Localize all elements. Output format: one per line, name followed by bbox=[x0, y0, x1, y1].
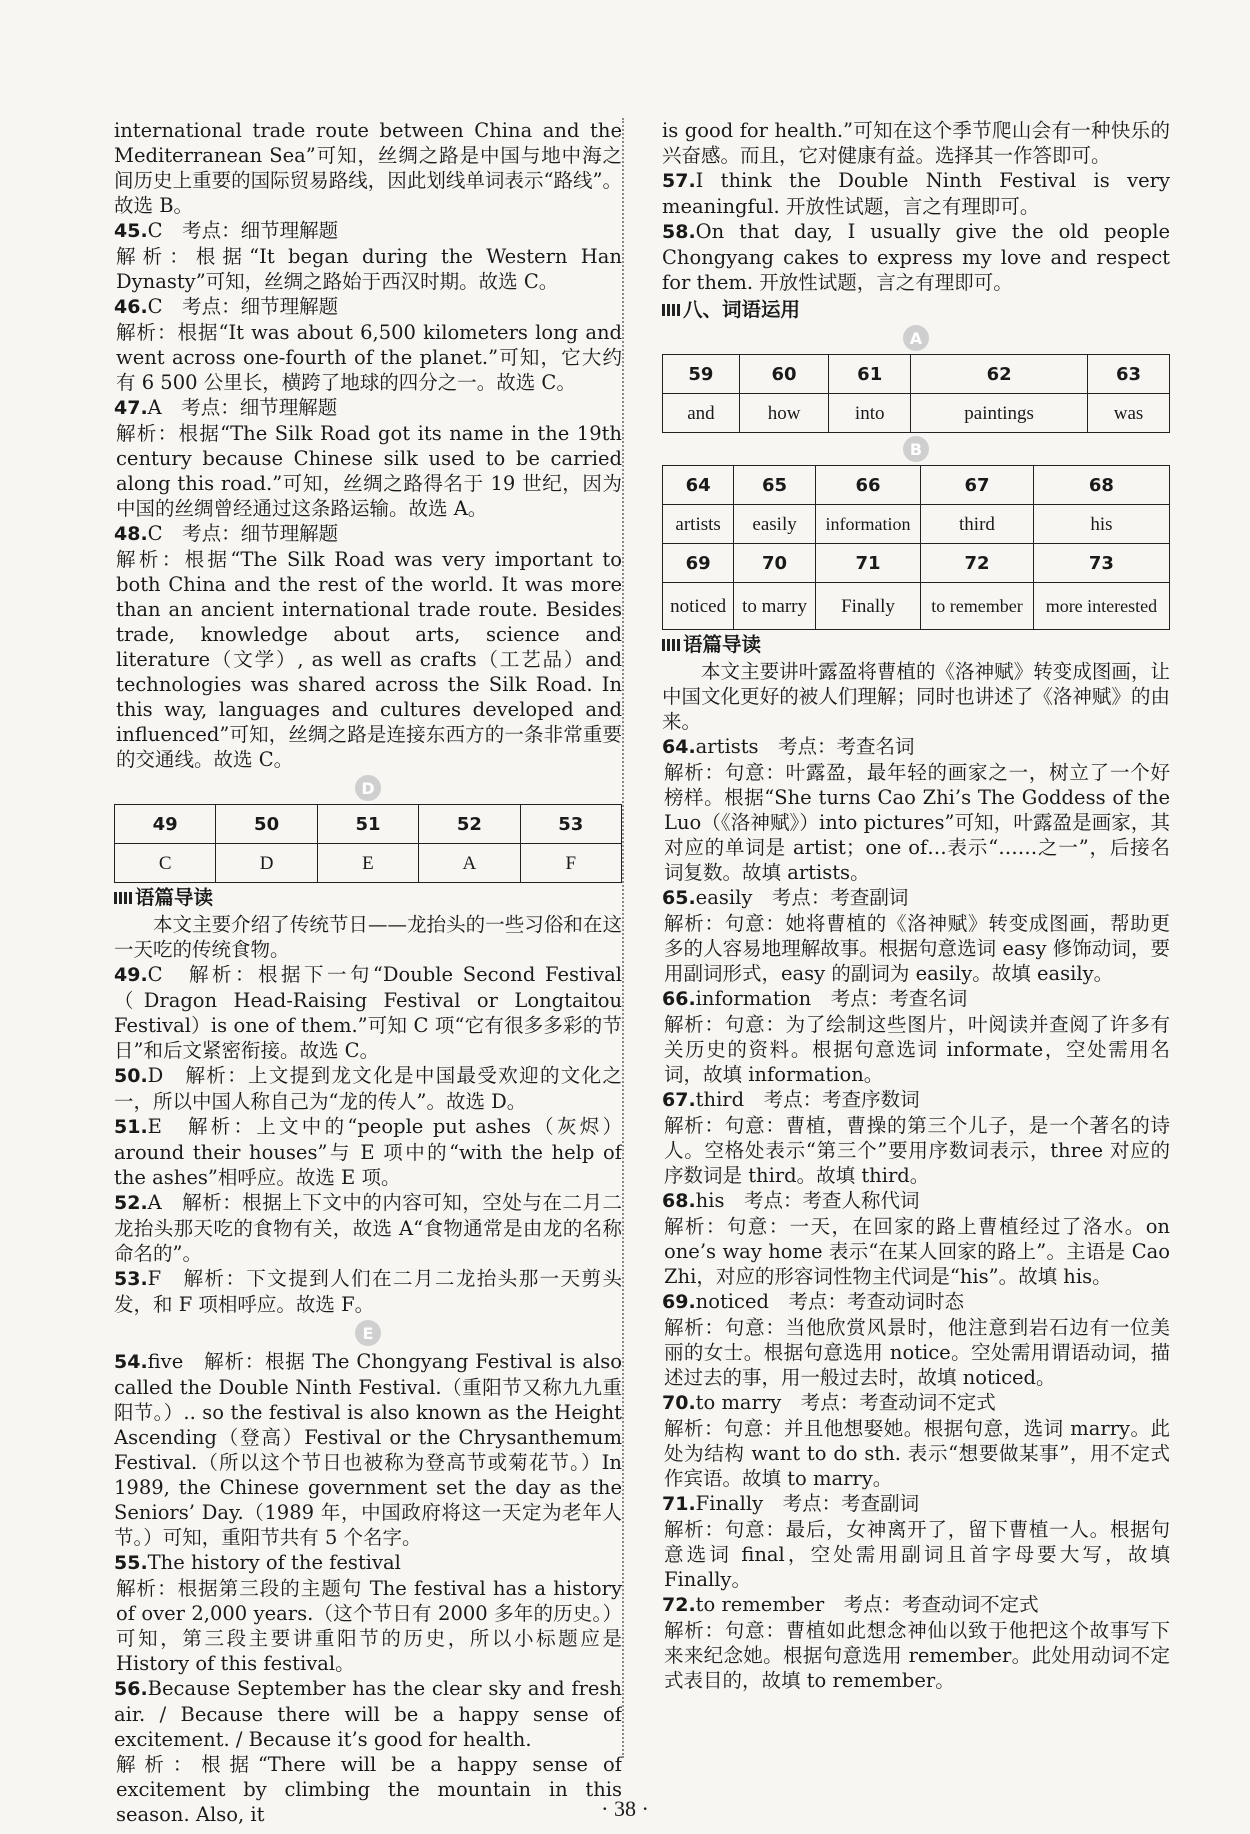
analysis-71: 解析：句意：最后，女神离开了，留下曹植一人。根据句意选词 final，空处需用副词且首字母要大写，故填 Finally。 bbox=[664, 1518, 1170, 1591]
analysis-65: 解析：句意：她将曹植的《洛神赋》转变成图画，帮助更多的人容易地理解故事。根据句意选词 easy 修饰动词，要用副词形式，easy 的副词为 easily。故填 easily。 bbox=[664, 912, 1170, 985]
analysis-56: 解析：根据“There will be a happy sense of excitement by climbing the mountain in this season. Also, it bbox=[116, 1753, 622, 1826]
answer-53: 53.F 解析：下文提到人们在二月二龙抬头那一天剪头发，和 F 项相呼应。故选 F。 bbox=[114, 1267, 622, 1316]
answer-47: 47.A 考点：细节理解题 bbox=[114, 396, 338, 419]
table-answer-row: artists easily information third his bbox=[663, 505, 1170, 544]
analysis-64: 解析：句意：叶露盈，最年轻的画家之一，树立了一个好榜样。根据“She turns Cao Zhi’s The Goddess of the Luo（《洛神赋》）into pictures”可知，叶露盈是画家，其对应的单词是 artist；one of…表示“……之一”，后接名词复数。故填 artists。 bbox=[664, 761, 1170, 884]
answer-56: 56.Because September has the clear sky and fresh air. / Because there will be a happy sense of excitement. / Because it’s good for health. bbox=[114, 1677, 622, 1751]
table-answer-row: noticed to marry Finally to remember more interested bbox=[663, 583, 1170, 630]
paragraph-continuation: is good for health.”可知在这个季节爬山会有一种快乐的兴奋感。而且，它对健康有益。选择其一作答即可。 bbox=[662, 119, 1170, 167]
analysis-70: 解析：句意：并且他想娶她。根据句意，选词 marry。此处为结构 want to do sth. 表示“想要做某事”，用不定式作宾语。故填 to marry。 bbox=[664, 1417, 1170, 1490]
section-e-marker: E bbox=[114, 1320, 622, 1346]
answer-67: 67.third 考点：考查序数词 bbox=[662, 1088, 920, 1111]
section-heading-guide: 语篇导读 bbox=[662, 632, 1170, 657]
analysis-46: 解析：根据“It was about 6,500 kilometers long and went across one-fourth of the planet.”可知，它大约有 6 500 公里长，横跨了地球的四分之一。故选 C。 bbox=[116, 321, 622, 394]
answer-55: 55.The history of the festival bbox=[114, 1551, 401, 1574]
answer-58: 58.On that day, I usually give the old people Chongyang cakes to express my love and respect for them. 开放性试题，言之有理即可。 bbox=[662, 220, 1170, 294]
answer-table-d bbox=[114, 804, 622, 883]
section-d-marker: D bbox=[114, 775, 622, 801]
analysis-45: 解析：根据“It began during the Western Han Dynasty”可知，丝绸之路始于西汉时期。故选 C。 bbox=[116, 245, 622, 293]
section-marker-icon bbox=[662, 304, 680, 316]
answer-71: 71.Finally 考点：考查副词 bbox=[662, 1492, 920, 1515]
guide-text: 本文主要讲叶露盈将曹植的《洛神赋》转变成图画，让中国文化更好的被人们理解；同时也讲述了《洛神赋》的由来。 bbox=[662, 660, 1170, 733]
table-header-row: 49 50 51 52 53 bbox=[115, 805, 622, 844]
page-number: · 38 · bbox=[601, 1796, 649, 1821]
answer-table-b bbox=[662, 465, 1170, 630]
answer-66: 66.information 考点：考查名词 bbox=[662, 987, 968, 1010]
answer-65: 65.easily 考点：考查副词 bbox=[662, 886, 909, 909]
answer-69: 69.noticed 考点：考查动词时态 bbox=[662, 1290, 964, 1313]
answer-45: 45.C 考点：细节理解题 bbox=[114, 219, 339, 242]
answer-48: 48.C 考点：细节理解题 bbox=[114, 522, 339, 545]
section-marker-icon bbox=[114, 892, 132, 904]
answer-70: 70.to marry 考点：考查动词不定式 bbox=[662, 1391, 996, 1414]
answer-52: 52.A 解析：根据上下文中的内容可知，空处与在二月二龙抬头那天吃的食物有关，故选 A“食物通常是由龙的名称命名的”。 bbox=[114, 1191, 622, 1265]
table-header-row: 69 70 71 72 73 bbox=[663, 544, 1170, 583]
analysis-47: 解析：根据“The Silk Road got its name in the 19th century because Chinese silk used to be carried along this road.”可知，丝绸之路得名于 19 世纪，因为中国的丝绸曾经通过这条路运输。故选 A。 bbox=[116, 422, 622, 520]
analysis-68: 解析：句意：一天，在回家的路上曹植经过了洛水。on one’s way home 表示“在某人回家的路上”。主语是 Cao Zhi，对应的形容词性物主代词是“his”。故填 his。 bbox=[664, 1215, 1170, 1288]
paragraph-continuation: international trade route between China and the Mediterranean Sea”可知，丝绸之路是中国与地中海之间历史上重要的国际贸易路线，因此划线单词表示“路线”。故选 B。 bbox=[114, 119, 622, 217]
answer-49: 49.C 解析：根据下一句“Double Second Festival（Dragon Head-Raising Festival or Longtaitou Festival）is one of them.”可知 C 项“它有很多多彩的节日”和后文紧密衔接。故选 C。 bbox=[114, 963, 622, 1062]
answer-57: 57.I think the Double Ninth Festival is very meaningful. 开放性试题，言之有理即可。 bbox=[662, 169, 1170, 218]
analysis-48: 解析：根据“The Silk Road was very important to both China and the rest of the world. It was more than an ancient international trade route. Besides trade, knowledge about arts, science and literature（文学）, as well as crafts（工艺品）and technologies was shared across the Silk Road. In this way, languages and cultures developed and influenced”可知，丝绸之路是连接东西方的一条非常重要的交通线。故选 C。 bbox=[116, 548, 622, 771]
answer-46: 46.C 考点：细节理解题 bbox=[114, 295, 339, 318]
right-column bbox=[662, 118, 1170, 1693]
section-heading-8: 八、词语运用 bbox=[662, 297, 1170, 322]
column-divider bbox=[622, 118, 624, 1758]
section-b-marker: B bbox=[662, 436, 1170, 462]
answer-64: 64.artists 考点：考查名词 bbox=[662, 735, 915, 758]
section-heading-guide: 语篇导读 bbox=[114, 885, 622, 910]
table-header-row: 64 65 66 67 68 bbox=[663, 466, 1170, 505]
section-a-marker: A bbox=[662, 325, 1170, 351]
analysis-66: 解析：句意：为了绘制这些图片，叶阅读并查阅了许多有关历史的资料。根据句意选词 informate，空处需用名词，故填 information。 bbox=[664, 1013, 1170, 1086]
guide-text: 本文主要介绍了传统节日——龙抬头的一些习俗和在这一天吃的传统食物。 bbox=[114, 913, 622, 961]
answer-54: 54.five 解析：根据 The Chongyang Festival is also called the Double Ninth Festival.（重阳节又称九九重阳节。）.. so the festival is also known as the Height Ascending（登高）Festival or the Chrysanthemum Festival.（所以这个节日也被称为登高节或菊花节。）In 1989, the Chinese government set the day as the Seniors’ Day.（1989 年，中国政府将这一天定为老年人节。）可知，重阳节共有 5 个名字。 bbox=[114, 1350, 622, 1549]
section-marker-icon bbox=[662, 639, 680, 651]
table-answer-row: and how into paintings was bbox=[663, 394, 1170, 433]
analysis-72: 解析：句意：曹植如此想念神仙以致于他把这个故事写下来来纪念她。根据句意选用 remember。此处用动词不定式表目的，故填 to remember。 bbox=[664, 1619, 1170, 1692]
table-answer-row: C D E A F bbox=[115, 844, 622, 883]
analysis-67: 解析：句意：曹植，曹操的第三个儿子，是一个著名的诗人。空格处表示“第三个”要用序数词表示，three 对应的序数词是 third。故填 third。 bbox=[664, 1114, 1170, 1187]
answer-72: 72.to remember 考点：考查动词不定式 bbox=[662, 1593, 1039, 1616]
left-column bbox=[114, 118, 622, 1827]
answer-51: 51.E 解析：上文中的“people put ashes（灰烬）around their houses”与 E 项中的“with the help of the ashes”相呼应。故选 E 项。 bbox=[114, 1115, 622, 1189]
analysis-69: 解析：句意：当他欣赏风景时，他注意到岩石边有一位美丽的女士。根据句意选用 notice。空处需用谓语动词，描述过去的事，用一般过去时，故填 noticed。 bbox=[664, 1316, 1170, 1389]
answer-50: 50.D 解析：上文提到龙文化是中国最受欢迎的文化之一，所以中国人称自己为“龙的传人”。故选 D。 bbox=[114, 1064, 622, 1113]
table-header-row: 59 60 61 62 63 bbox=[663, 355, 1170, 394]
answer-table-a bbox=[662, 354, 1170, 433]
answer-68: 68.his 考点：考查人称代词 bbox=[662, 1189, 920, 1212]
analysis-55: 解析：根据第三段的主题句 The festival has a history of over 2,000 years.（这个节日有 2000 多年的历史。）可知，第三段主要讲重阳节的历史，所以小标题应是 History of this festival。 bbox=[116, 1577, 622, 1675]
